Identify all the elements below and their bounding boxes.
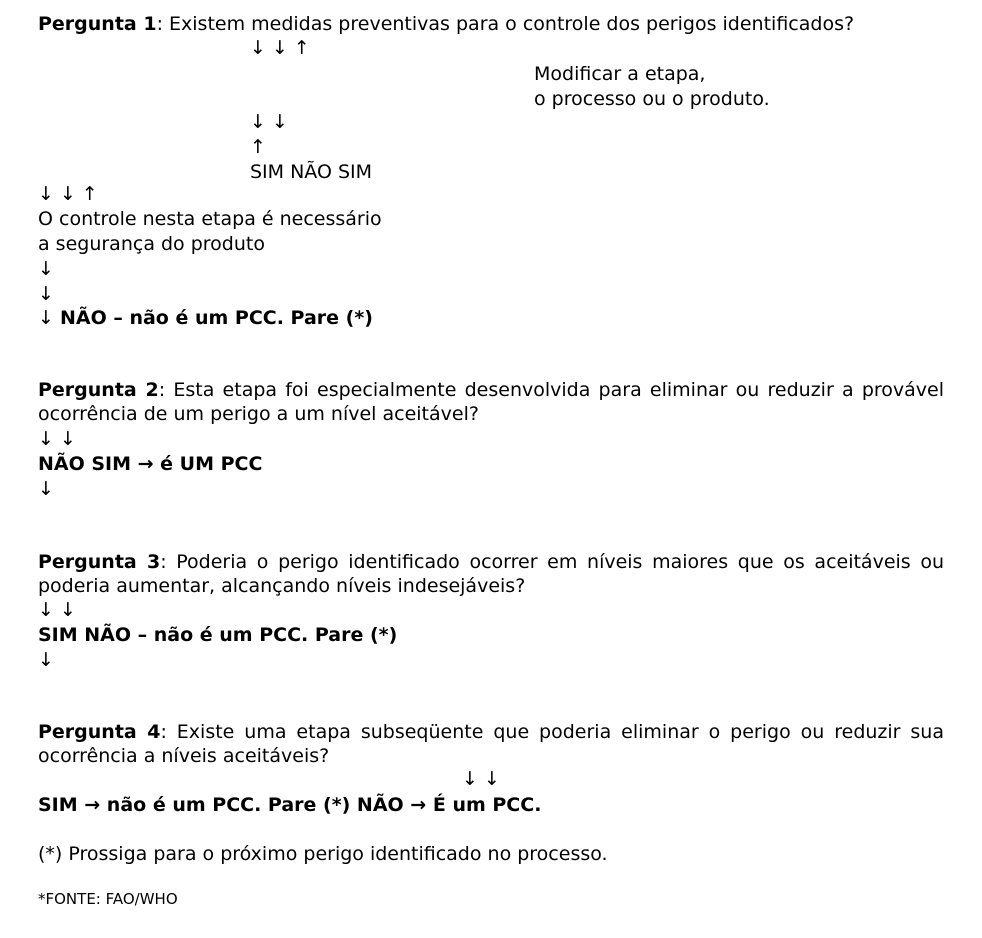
question-3-text: : Poderia o perigo identificado ocorrer em níveis maiores que os aceitáveis ou poderia aumentar, alcançando níveis indesejáveis?	[38, 551, 945, 597]
question-2-label: Pergunta 2	[38, 379, 159, 401]
q1-arrows-a: ↓ ↓ ↑	[250, 37, 310, 59]
q2-arrow-below: ↓	[38, 478, 54, 500]
question-1-label: Pergunta 1	[38, 13, 157, 35]
question-4	[38, 720, 944, 768]
q1-arrows-c: ↓ ↓ ↑	[38, 183, 98, 205]
q1-result	[38, 306, 373, 330]
question-3-label: Pergunta 3	[38, 551, 161, 573]
question-2-text: : Esta etapa foi especialmente desenvolvida para eliminar ou reduzir a provável ocorrência de um perigo a um nível aceitável?	[38, 379, 944, 425]
q2-arrows: ↓ ↓	[38, 428, 76, 450]
q1-arrow-d3: ↓	[38, 307, 54, 329]
q1-control-line-2: a segurança do produto	[38, 233, 265, 255]
q1-answers: SIM NÃO SIM	[250, 161, 373, 183]
question-4-text: : Existe uma etapa subseqüente que poderia eliminar o perigo ou reduzir sua ocorrência a níveis aceitáveis?	[38, 721, 944, 767]
q4-result: SIM → não é um PCC. Pare (*) NÃO → É um PCC.	[38, 794, 542, 816]
question-4-label: Pergunta 4	[38, 721, 161, 743]
q3-arrow-below: ↓	[38, 649, 54, 671]
question-1	[38, 12, 854, 36]
q1-modify-line-2: o processo ou o produto.	[534, 88, 770, 110]
q3-arrows: ↓ ↓	[38, 599, 76, 621]
question-3	[38, 550, 944, 598]
footnote: (*) Prossiga para o próximo perigo identificado no processo.	[38, 843, 608, 865]
question-1-text: : Existem medidas preventivas para o controle dos perigos identificados?	[156, 13, 855, 35]
q1-arrow-d1: ↓	[38, 258, 54, 280]
question-2	[38, 378, 944, 426]
q1-control-line-1: O controle nesta etapa é necessário	[38, 208, 382, 230]
q2-result: NÃO SIM → é UM PCC	[38, 453, 263, 475]
q1-result-text: NÃO – não é um PCC. Pare (*)	[59, 307, 373, 329]
source-note: *FONTE: FAO/WHO	[38, 890, 178, 908]
q1-modify-line-1: Modificar a etapa,	[534, 63, 706, 85]
q1-arrows-b: ↓ ↓	[250, 111, 288, 133]
q1-arrow-up: ↑	[250, 136, 266, 158]
q1-arrow-d2: ↓	[38, 283, 54, 305]
q4-arrows: ↓ ↓	[462, 768, 500, 790]
q3-result: SIM NÃO – não é um PCC. Pare (*)	[38, 624, 398, 646]
